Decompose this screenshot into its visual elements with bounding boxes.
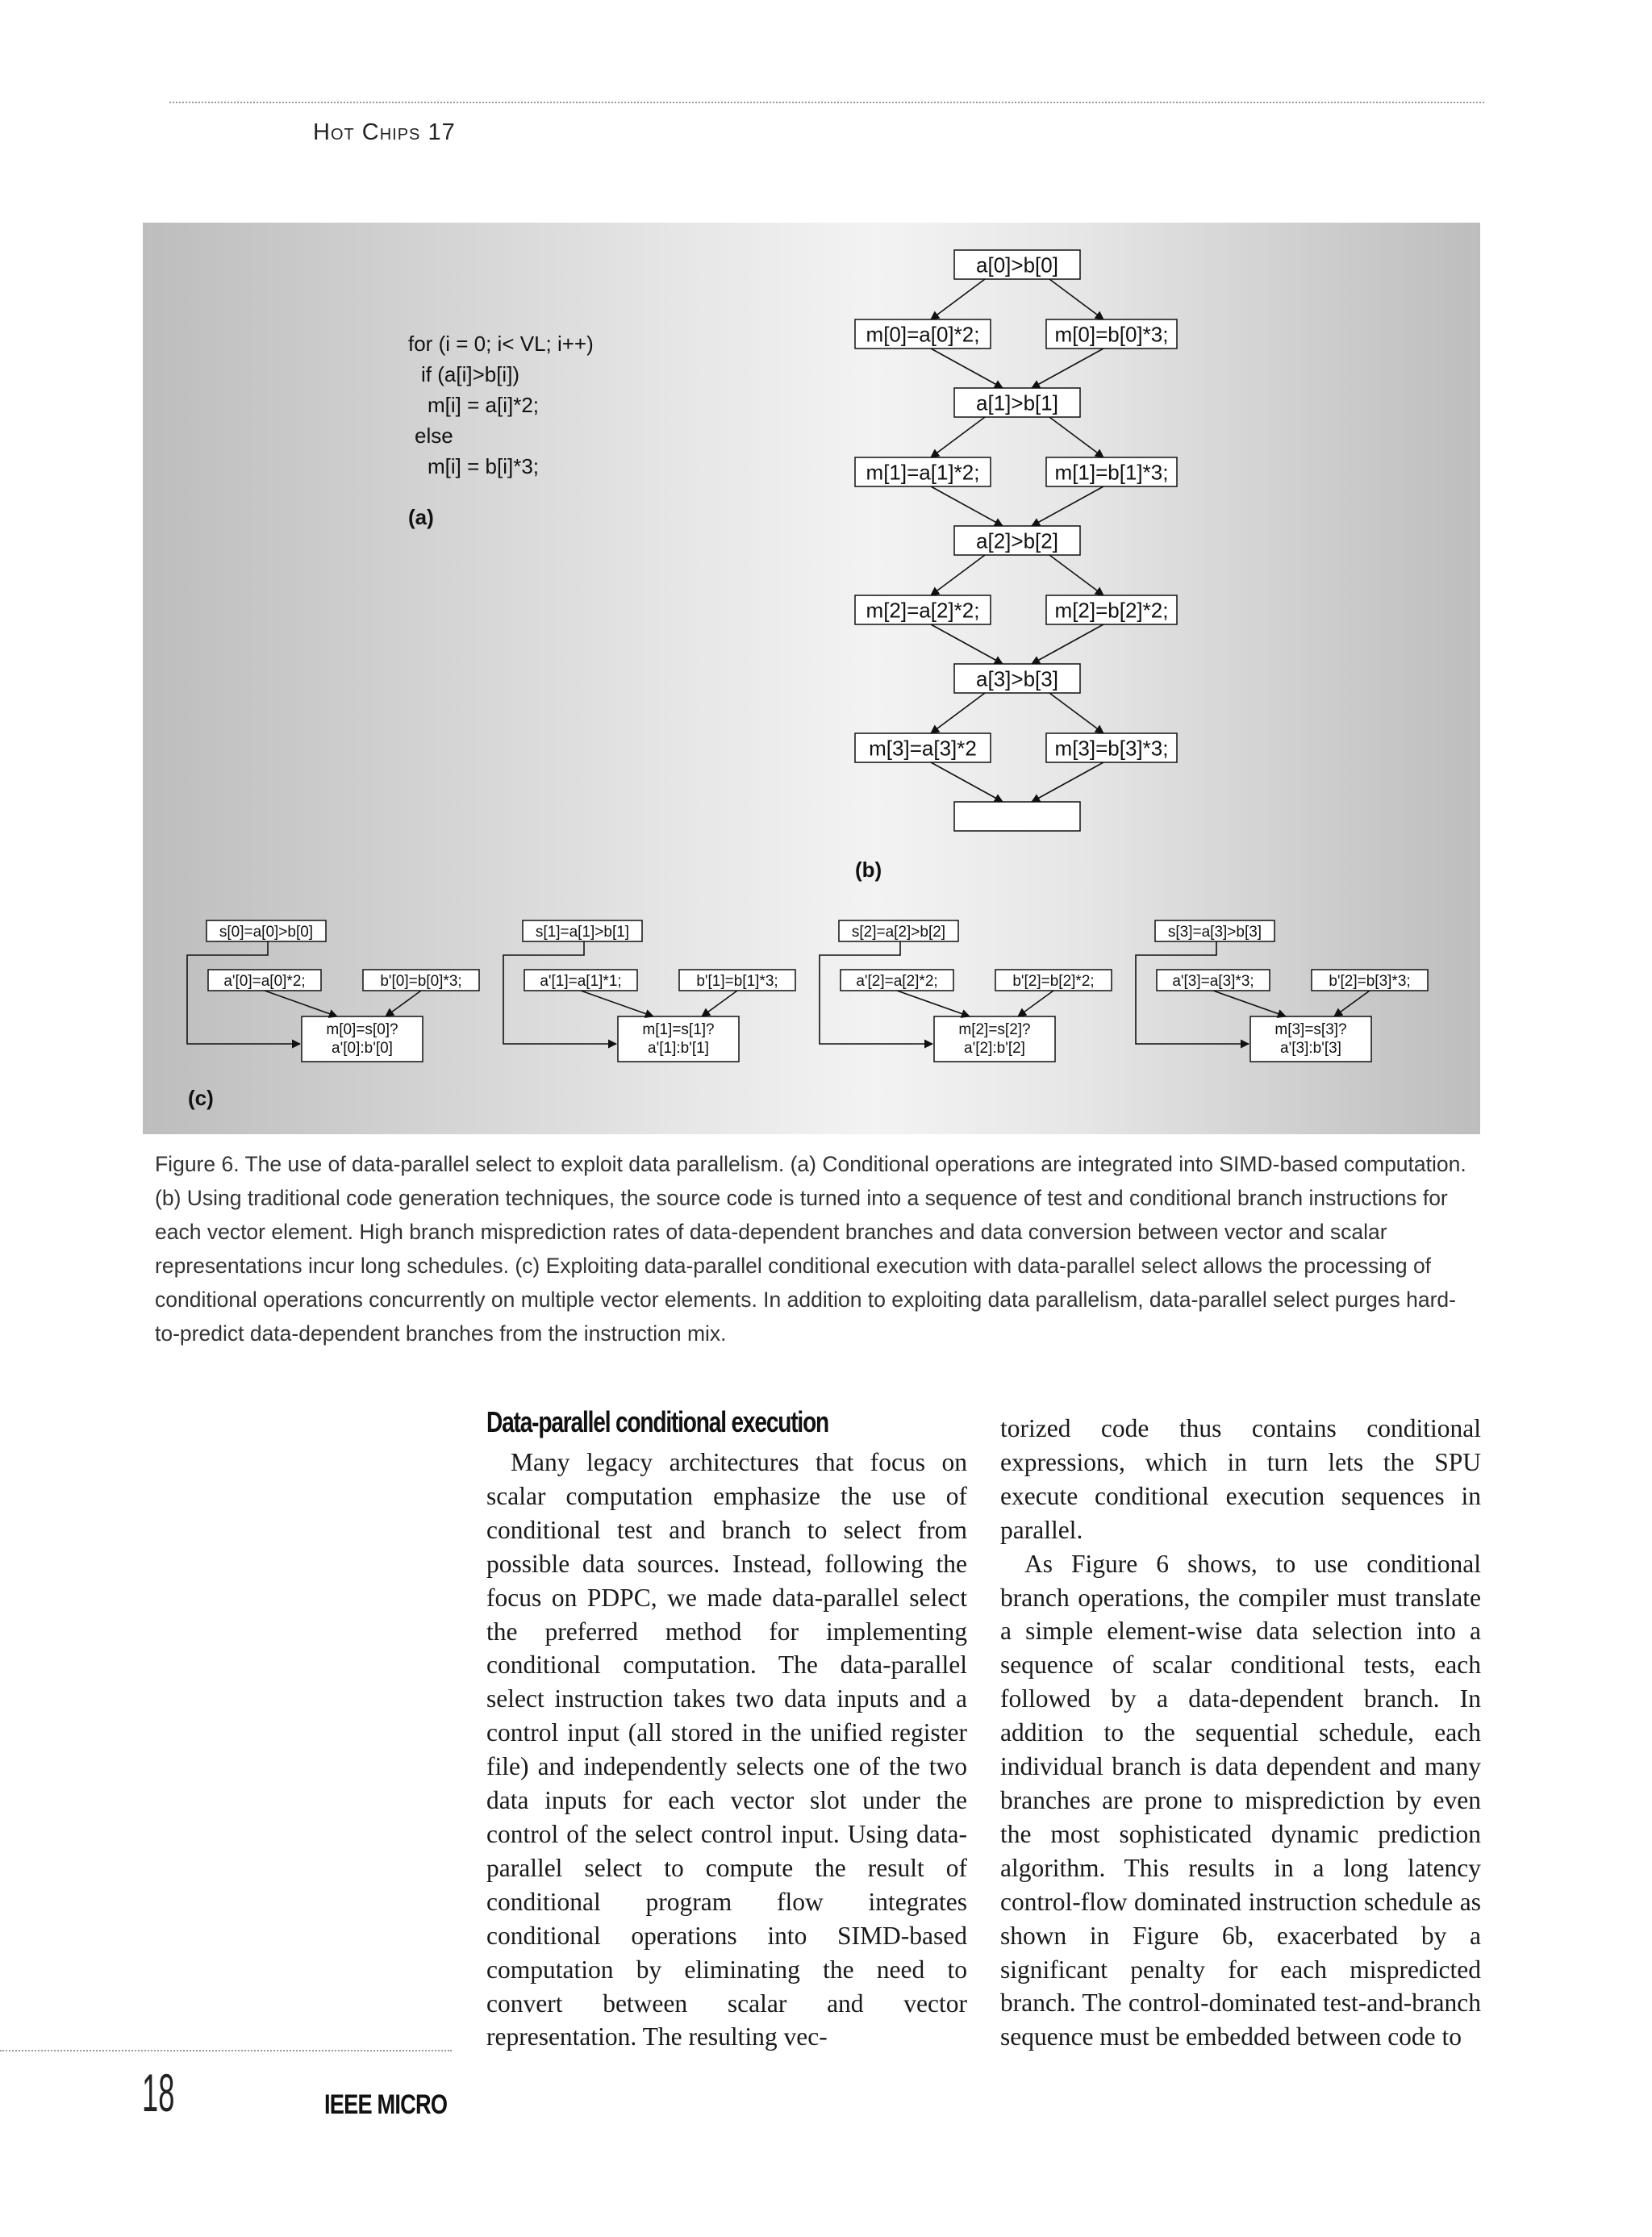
- figure-caption: Figure 6. The use of data-parallel select to exploit data parallelism. (a) Conditional operations are integrated into SIMD-based computation. (b) Using traditional code generation techniques, the source code is turned into a sequence of test and conditional branch instructions for each vector element. High branch misprediction rates of data-dependent branches and data conversion between vector and scalar representations incur long schedules. (c) Exploiting data-parallel conditional execution with data-parallel select allows the processing of conditional operations concurrently on multiple vector elements. In addition to exploiting data parallelism, data-parallel select purges hard-to-predict data-dependent branches from the instruction mix.: [155, 1152, 1466, 1346]
- right-branch-text: m[1]=b[1]*3;: [1054, 460, 1169, 485]
- panel-c-label: (c): [188, 1086, 214, 1110]
- panel-c-diagram: [187, 920, 1428, 1062]
- flow-arrow: [1213, 991, 1286, 1016]
- right-op-text: b'[2]=b[3]*3;: [1329, 972, 1411, 990]
- select-group: [187, 920, 479, 1062]
- section-heading: Data-parallel conditional execution: [486, 1405, 829, 1438]
- test-text: a[3]>b[3]: [976, 666, 1058, 691]
- result-line-2: a'[2]:b'[2]: [964, 1040, 1025, 1057]
- select-op-text: s[1]=a[1]>b[1]: [535, 923, 630, 941]
- result-line-1: m[0]=s[0]?: [326, 1021, 398, 1038]
- left-branch-text: m[0]=a[0]*2;: [866, 322, 980, 347]
- flow-arrow: [931, 486, 1003, 526]
- code-line: m[i] = b[i]*3;: [428, 454, 539, 478]
- flow-arrow: [897, 991, 970, 1016]
- code-line: if (a[i]>b[i]): [421, 362, 520, 386]
- select-group: [503, 920, 795, 1062]
- result-line-2: a'[1]:b'[1]: [648, 1040, 709, 1057]
- code-line: else: [415, 424, 453, 448]
- test-text: a[1]>b[1]: [976, 390, 1058, 415]
- flow-arrow: [931, 417, 985, 457]
- select-group: [1136, 920, 1428, 1062]
- flow-arrow: [1018, 991, 1053, 1016]
- body-paragraph: Many legacy architectures that focus on scalar computation emphasize the use of conditional test and branch to select from possible data sources. Instead, following the focus on PDPC, we made data-parallel select the preferred method for implementing conditional computation. The data-parallel select instruction takes two data inputs and a control input (all stored in the unified register file) and independently selects one of the two data inputs for each vector slot under the control of the select control input. Using data-parallel select to compute the result of conditional program flow integrates conditional operations into SIMD-based computation by eliminating the need to convert between scalar and vector representation. The resulting vec-: [486, 1448, 967, 2051]
- right-branch-text: m[2]=b[2]*2;: [1054, 598, 1169, 623]
- left-op-text: a'[0]=a[0]*2;: [223, 972, 306, 990]
- control-arrow: [1136, 941, 1249, 1044]
- left-op-text: a'[1]=a[1]*1;: [540, 972, 622, 990]
- control-arrow: [503, 941, 616, 1044]
- right-op-text: b'[2]=b[2]*2;: [1012, 972, 1095, 990]
- left-op-text: a'[3]=a[3]*3;: [1172, 972, 1254, 990]
- select-op-text: s[0]=a[0]>b[0]: [219, 923, 314, 941]
- left-branch-text: m[1]=a[1]*2;: [866, 460, 980, 485]
- flow-arrow: [1049, 693, 1103, 733]
- select-op-text: s[2]=a[2]>b[2]: [851, 923, 946, 941]
- left-branch-text: m[2]=a[2]*2;: [866, 598, 980, 623]
- select-op-text: s[3]=a[3]>b[3]: [1167, 923, 1262, 941]
- result-line-1: m[2]=s[2]?: [958, 1021, 1031, 1038]
- page-number: 18: [142, 2063, 175, 2122]
- panel-a-label: (a): [408, 505, 434, 529]
- control-arrow: [820, 941, 932, 1044]
- code-line: m[i] = a[i]*2;: [428, 393, 539, 417]
- flow-arrow: [931, 279, 985, 319]
- right-branch-text: m[0]=b[0]*3;: [1054, 322, 1169, 347]
- select-group: [820, 920, 1112, 1062]
- flow-arrow: [265, 991, 337, 1016]
- panel-a-code: [408, 332, 594, 478]
- flow-arrow: [1334, 991, 1370, 1016]
- test-text: a[2]>b[2]: [976, 528, 1058, 553]
- left-op-text: a'[2]=a[2]*2;: [856, 972, 938, 990]
- footer-rule: [0, 2050, 452, 2051]
- right-op-text: b'[1]=b[1]*3;: [696, 972, 778, 990]
- flow-arrow: [1032, 348, 1103, 388]
- flow-arrow: [581, 991, 653, 1016]
- journal-name: IEEE MICRO: [324, 2089, 448, 2120]
- end-box: [954, 802, 1080, 831]
- flow-arrow: [1032, 486, 1103, 526]
- body-paragraph: torized code thus contains conditional expressions, which in turn lets the SPU execute conditional execution sequences in parallel.: [1000, 1414, 1481, 1544]
- result-line-2: a'[3]:b'[3]: [1280, 1040, 1341, 1057]
- control-arrow: [187, 941, 300, 1044]
- flow-arrow: [1049, 417, 1103, 457]
- right-op-text: b'[0]=b[0]*3;: [380, 972, 462, 990]
- flow-arrow: [1049, 555, 1103, 595]
- flow-arrow: [931, 348, 1003, 388]
- panel-b-flowchart: [855, 250, 1177, 831]
- left-branch-text: m[3]=a[3]*2: [869, 736, 977, 761]
- code-line: for (i = 0; i< VL; i++): [408, 332, 594, 356]
- flow-arrow: [1032, 624, 1103, 664]
- flow-arrow: [931, 555, 985, 595]
- running-head-text: Hot Chips 17: [313, 119, 456, 145]
- flow-arrow: [702, 991, 737, 1016]
- flow-arrow: [931, 762, 1003, 802]
- result-line-2: a'[0]:b'[0]: [332, 1040, 393, 1057]
- flow-arrow: [386, 991, 421, 1016]
- test-text: a[0]>b[0]: [976, 252, 1058, 278]
- flow-arrow: [1032, 762, 1103, 802]
- left-column: [486, 1446, 967, 2054]
- panel-b-label: (b): [855, 858, 882, 882]
- result-line-1: m[3]=s[3]?: [1274, 1021, 1347, 1038]
- right-branch-text: m[3]=b[3]*3;: [1054, 736, 1169, 761]
- flow-arrow: [931, 693, 985, 733]
- right-column: [1000, 1412, 1481, 2054]
- body-paragraph: As Figure 6 shows, to use conditional branch operations, the compiler must translate a simple element-wise data selection into a sequence of scalar conditional tests, each followed by a data-dependent branch. In addition to the sequential schedule, each individual branch is data dependent and many branches are prone to misprediction by even the most sophisticated dynamic prediction algorithm. This results in a long latency control-flow dominated instruction schedule as shown in Figure 6b, exacerbated by a significant penalty for each mispredicted branch. The control-dominated test-and-branch sequence must be embedded between code to: [1000, 1549, 1481, 2051]
- flow-arrow: [1049, 279, 1103, 319]
- flow-arrow: [931, 624, 1003, 664]
- result-line-1: m[1]=s[1]?: [642, 1021, 715, 1038]
